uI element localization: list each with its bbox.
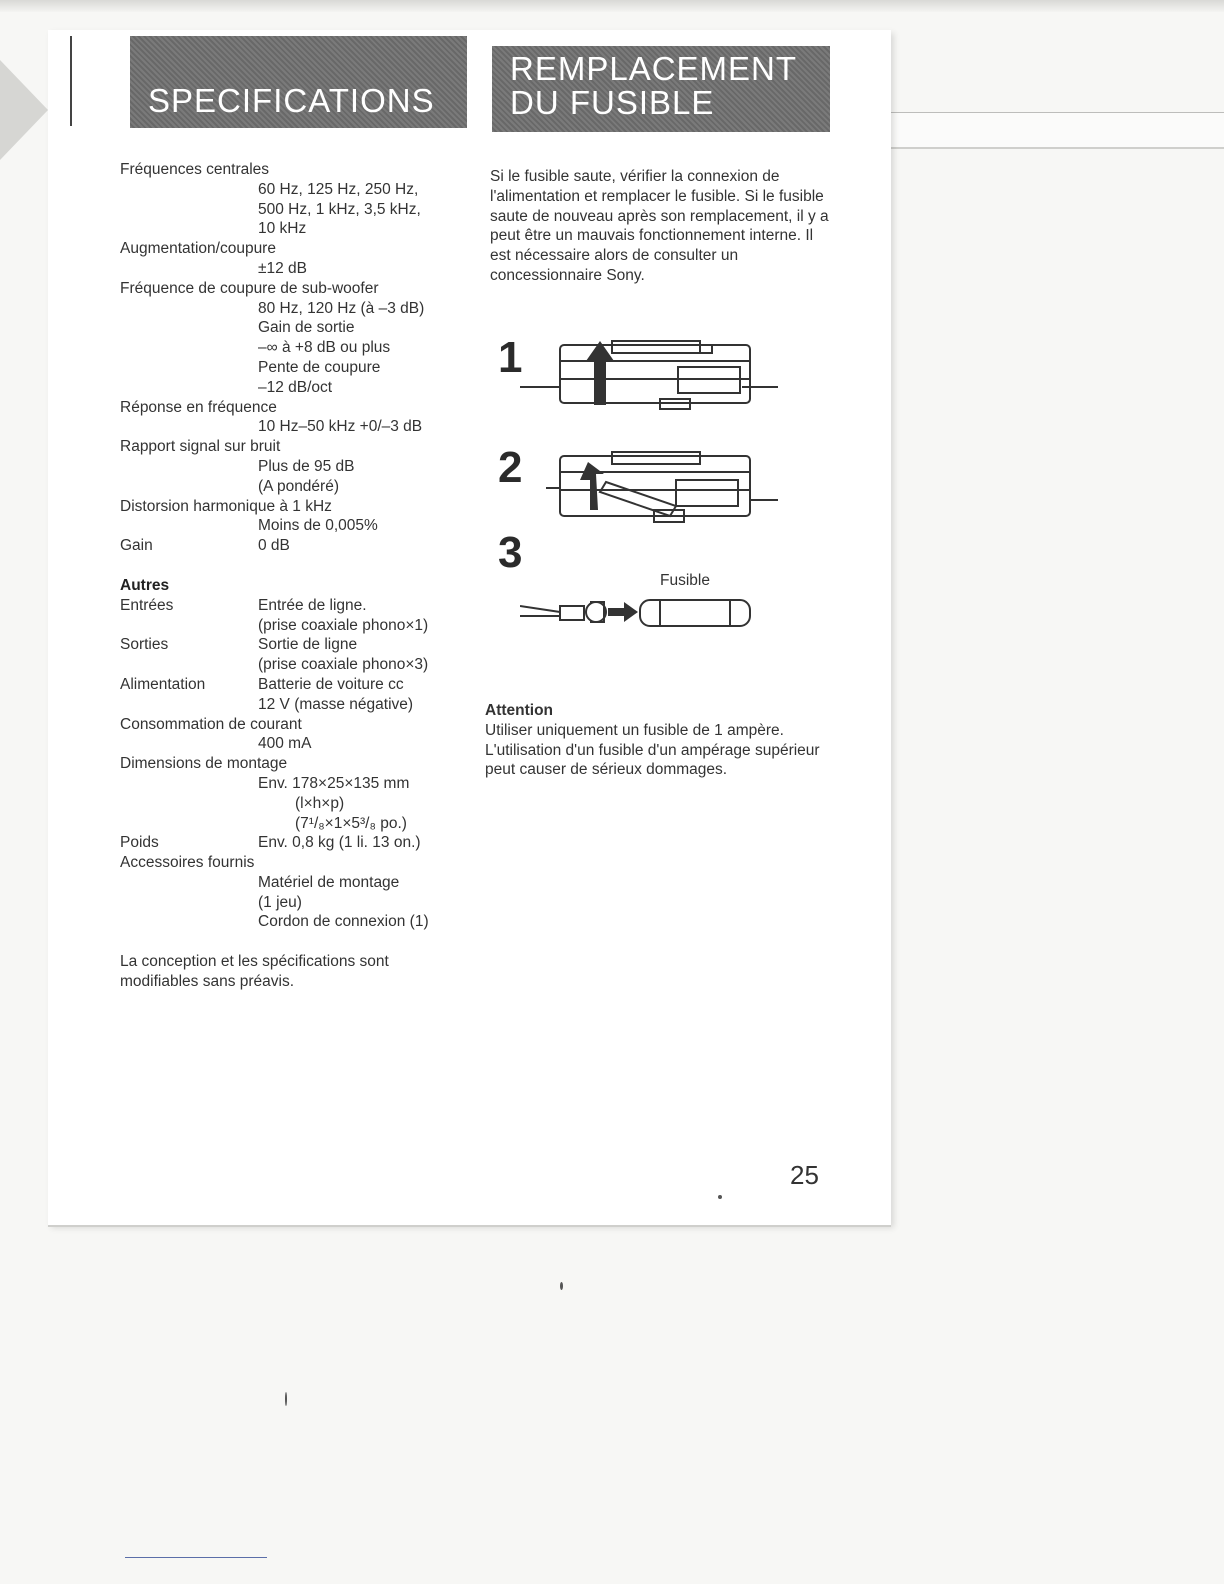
step-number: 3: [498, 528, 523, 577]
spec-accessoires: [120, 853, 470, 932]
step-number: 1: [498, 333, 523, 382]
spec-value: Gain de sortie: [258, 319, 355, 337]
fuse-insertion-illustration: [520, 594, 756, 634]
fuse-intro-text: Si le fusible saute, vérifier la connexion de l'alimentation et remplacer le fusible. Si le fusible saute de nouveau après son remplacement, il y a peut être un mauvais fonctionnement interne. Il est nécessaire alors de consulter un concessionnaire Sony.: [490, 168, 829, 284]
spec-item: [120, 239, 470, 279]
fuse-holder-open-illustration: [520, 333, 782, 415]
spec-value: –12 dB/oct: [258, 378, 333, 396]
page-number: 25: [790, 1160, 819, 1190]
adjacent-page-strip: [891, 112, 1224, 149]
attention-title: Attention: [485, 702, 554, 719]
spec-label: Dimensions de montage: [120, 755, 288, 773]
attention-line: L'utilisation d'un fusible d'un ampérage supérieur peut causer de sérieux dommages.: [485, 741, 820, 779]
specifications-banner: [130, 36, 467, 128]
spec-value: 60 Hz, 125 Hz, 250 Hz,: [258, 180, 419, 198]
spec-label: Distorsion harmonique à 1 kHz: [120, 497, 332, 515]
spec-value: 12 V (masse négative): [258, 695, 414, 713]
spec-value: 80 Hz, 120 Hz (à –3 dB): [258, 299, 425, 317]
scan-speck: [285, 1392, 287, 1406]
spec-value: 500 Hz, 1 kHz, 3,5 kHz,: [258, 200, 421, 218]
spec-value: 0 dB: [258, 537, 290, 555]
spec-item: [120, 279, 470, 398]
spec-item: [120, 437, 470, 496]
spec-item: [120, 497, 470, 537]
spec-alimentation: [120, 675, 470, 695]
spec-value: (prise coaxiale phono×1): [258, 616, 429, 634]
spec-value: Env. 178×25×135 mm: [258, 774, 410, 792]
step-number: 2: [498, 443, 523, 492]
spec-label: Fréquence de coupure de sub-woofer: [120, 279, 379, 297]
fuse-label: Fusible: [660, 572, 710, 589]
spec-sorties: [120, 635, 470, 655]
scan-left-wedge: [0, 60, 48, 160]
fuse-title-line1: REMPLACEMENT: [510, 50, 798, 87]
attention-block: [485, 701, 830, 780]
spec-label: Réponse en fréquence: [120, 398, 277, 416]
spec-consommation: [120, 715, 470, 755]
spec-label: Alimentation: [120, 675, 206, 693]
spec-label: Gain: [120, 537, 153, 555]
spec-value: –∞ à +8 dB ou plus: [258, 339, 391, 357]
spec-label: Consommation de courant: [120, 715, 302, 733]
spec-label: Poids: [120, 834, 159, 852]
spec-value: (prise coaxiale phono×3): [258, 656, 429, 674]
spec-value: ±12 dB: [258, 259, 308, 277]
scan-top-edge: [0, 0, 1224, 12]
spec-value: Env. 0,8 kg (1 li. 13 on.): [258, 834, 421, 852]
spec-value: 10 Hz–50 kHz +0/–3 dB: [258, 418, 423, 436]
spec-gain: [120, 536, 470, 556]
spec-footnote: La conception et les spécifications sont modifiables sans préavis.: [120, 953, 389, 991]
spec-entrees: [120, 596, 470, 616]
page-binding-line: [70, 36, 72, 126]
spec-dimensions: [120, 754, 470, 833]
attention-line: Utiliser uniquement un fusible de 1 ampère.: [485, 721, 784, 739]
spec-value: Moins de 0,005%: [258, 517, 378, 535]
fuse-banner: [492, 46, 830, 132]
spec-value: (A pondéré): [258, 477, 339, 495]
spec-value: (1 jeu): [258, 893, 302, 911]
spec-label: Rapport signal sur bruit: [120, 438, 281, 456]
spec-value: (7¹/₈×1×5³/₈ po.): [295, 814, 407, 832]
scan-speck: [560, 1282, 563, 1290]
autres-heading: Autres: [120, 576, 170, 594]
fuse-removal-illustration: [546, 446, 782, 530]
specifications-title: SPECIFICATIONS: [148, 82, 435, 119]
spec-item: [120, 398, 470, 438]
spec-label: Fréquences centrales: [120, 161, 270, 178]
spec-item: [120, 160, 470, 239]
spec-value: (l×h×p): [295, 794, 345, 812]
spec-value: Entrée de ligne.: [258, 596, 367, 614]
spec-value: Plus de 95 dB: [258, 457, 355, 475]
spec-label: Entrées: [120, 596, 174, 614]
scan-speck: [718, 1195, 722, 1199]
spec-label: Accessoires fournis: [120, 854, 255, 872]
fuse-title-line2: DU FUSIBLE: [510, 84, 715, 121]
spec-value: Cordon de connexion (1): [258, 913, 429, 931]
spec-value: Sortie de ligne: [258, 636, 358, 654]
scan-underline-mark: [125, 1557, 267, 1558]
specifications-list: [120, 160, 470, 992]
spec-value: Batterie de voiture cc: [258, 675, 404, 693]
spec-value: 400 mA: [258, 735, 312, 753]
spec-value: Matériel de montage: [258, 873, 400, 891]
spec-value: Pente de coupure: [258, 358, 381, 376]
spec-label: Augmentation/coupure: [120, 240, 276, 258]
spec-poids: [120, 833, 470, 853]
spec-label: Sorties: [120, 636, 169, 654]
spec-value: 10 kHz: [258, 220, 307, 238]
